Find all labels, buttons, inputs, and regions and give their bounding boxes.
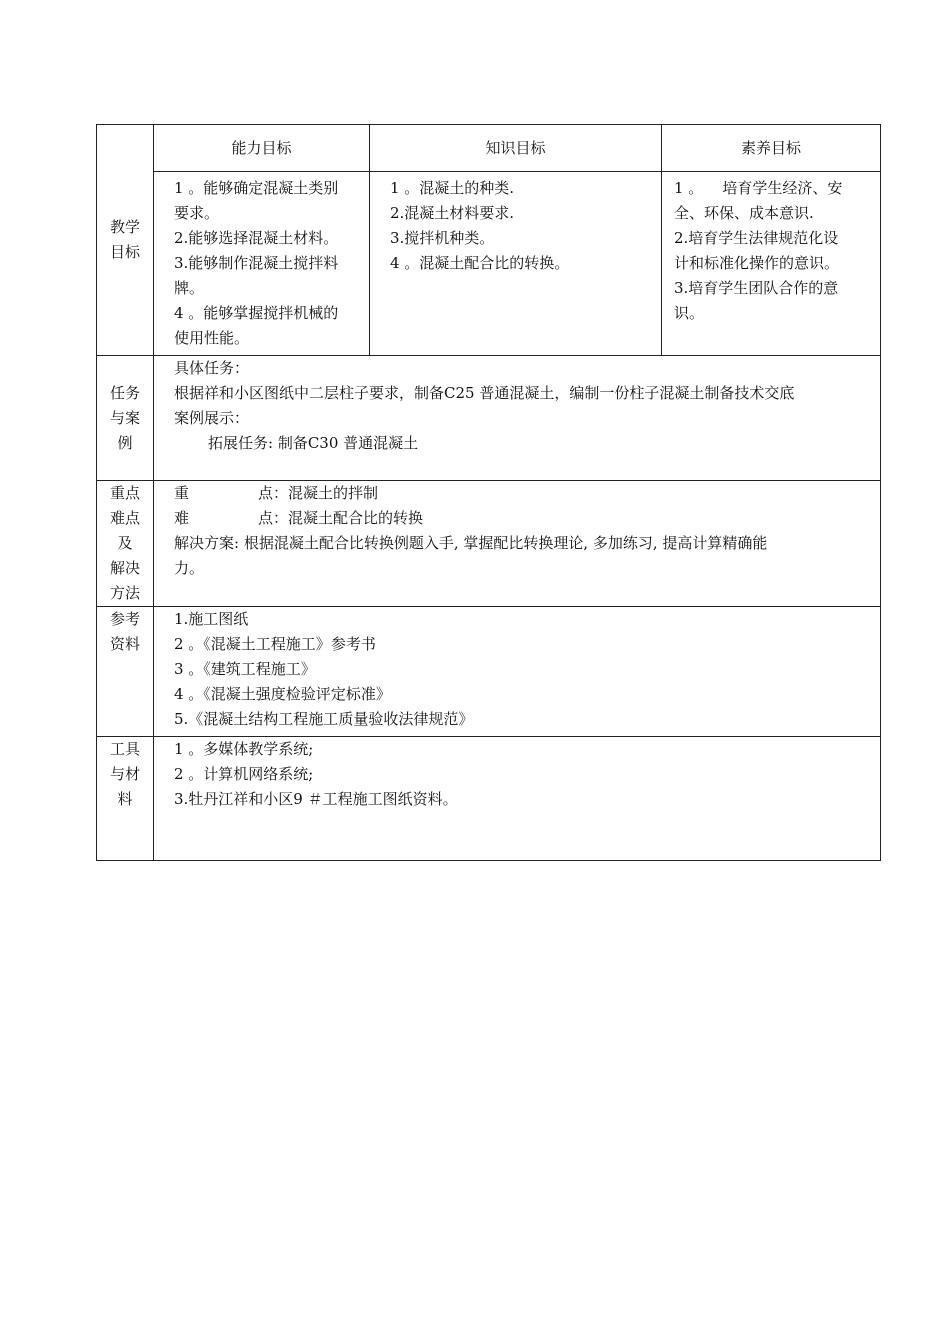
key-point-line — [174, 481, 872, 506]
solution-line: 解决方案: 根据混凝土配合比转换例题入手, 掌握配比转换理论, 多加练习, 提高计算精确能 — [174, 534, 768, 552]
ability-goal-line: 使用性能。 — [174, 329, 250, 347]
knowledge-goal-line: 4 。混凝土配合比的转换。 — [390, 254, 570, 272]
key-point-title: 重 — [174, 484, 190, 502]
literacy-goal-line: 全、环保、成本意识. — [674, 204, 814, 222]
literacy-goal-line: 识。 — [674, 304, 705, 322]
tools-cell — [154, 737, 881, 861]
knowledge-goal-line: 2.混凝土材料要求. — [390, 204, 515, 222]
reference-item: 5.《混凝土结构工程施工质量验收法律规范》 — [174, 710, 474, 728]
literacy-goal-line: 2.培育学生法律规范化设 — [674, 229, 839, 247]
reference-item: 1.施工图纸 — [174, 610, 249, 628]
ability-goal-cell — [154, 172, 370, 356]
knowledge-goal-line: 1 。混凝土的种类. — [390, 179, 515, 197]
references-cell — [154, 607, 881, 737]
keypoints-row — [97, 481, 881, 607]
tool-item: 3.牡丹江祥和小区9 ＃工程施工图纸资料。 — [174, 790, 458, 808]
literacy-goal-cell — [662, 172, 881, 356]
ability-goal-line: 2.能够选择混凝土材料。 — [174, 229, 339, 247]
references-label: 参考 资料 — [97, 607, 154, 737]
ability-goal-line: 牌。 — [174, 279, 205, 297]
reference-item: 3 。《建筑工程施工》 — [174, 660, 316, 678]
task-line: 根据祥和小区图纸中二层柱子要求，制备C25 普通混凝土，编制一份柱子混凝土制备技术交底 — [174, 384, 795, 402]
ability-goal-line: 要求。 — [174, 204, 220, 222]
knowledge-goal-header: 知识目标 — [370, 125, 662, 172]
lesson-plan-table — [96, 124, 881, 861]
difficult-point-line — [174, 506, 872, 531]
knowledge-goal-line: 3.搅拌机种类。 — [390, 229, 495, 247]
tools-label: 工具 与材 料 — [97, 737, 154, 861]
ability-goal-header: 能力目标 — [154, 125, 370, 172]
key-point-text: 点：混凝土的拌制 — [258, 484, 379, 502]
task-line: 案例展示： — [174, 409, 250, 427]
tasks-cell — [154, 356, 881, 481]
tools-row — [97, 737, 881, 861]
references-row — [97, 607, 881, 737]
reference-item: 2 。《混凝土工程施工》参考书 — [174, 635, 376, 653]
ability-goal-line: 4 。能够掌握搅拌机械的 — [174, 304, 339, 322]
keypoints-cell — [154, 481, 881, 607]
keypoints-label: 重点 难点 及 解决 方法 — [97, 481, 154, 607]
reference-item: 4 。《混凝土强度检验评定标准》 — [174, 685, 391, 703]
solution-line: 力。 — [174, 559, 205, 577]
literacy-goal-line: 计和标准化操作的意识。 — [674, 254, 840, 272]
literacy-goal-line: 1 。 培育学生经济、安 — [674, 179, 843, 197]
ability-goal-line: 1 。能够确定混凝土类别 — [174, 179, 339, 197]
tasks-row — [97, 356, 881, 481]
objectives-content-row — [97, 172, 881, 356]
literacy-goal-line: 3.培育学生团队合作的意 — [674, 279, 839, 297]
task-line: 具体任务： — [174, 359, 250, 377]
tasks-label: 任务 与案 例 — [97, 356, 154, 481]
literacy-goal-header: 素养目标 — [662, 125, 881, 172]
tool-item: 2 。计算机网络系统; — [174, 765, 314, 783]
ability-goal-line: 3.能够制作混凝土搅拌料 — [174, 254, 339, 272]
difficult-point-text: 点：混凝土配合比的转换 — [258, 509, 424, 527]
knowledge-goal-cell — [370, 172, 662, 356]
objectives-label: 教学 目标 — [97, 125, 154, 356]
tool-item: 1 。多媒体教学系统; — [174, 740, 314, 758]
difficult-point-title: 难 — [174, 509, 190, 527]
objectives-header-row — [97, 125, 881, 172]
task-line: 拓展任务: 制备C30 普通混凝土 — [208, 434, 419, 452]
lesson-plan-page — [96, 124, 880, 861]
